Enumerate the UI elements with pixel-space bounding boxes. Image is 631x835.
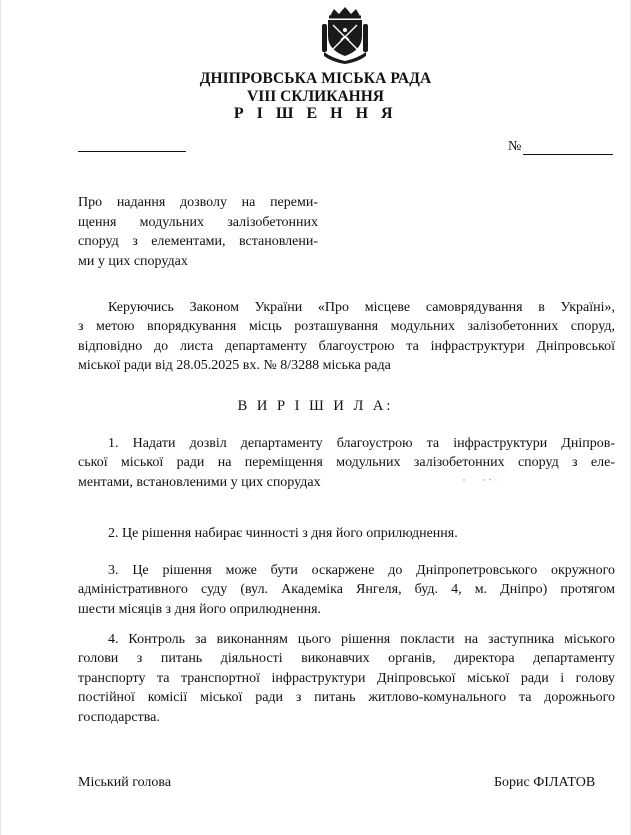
item-line: 1. Надати дозвіл департаменту благоустрою та інфраструктури Дніпров- (108, 436, 615, 451)
item-line: постійної комісії міської ради з питань житлово-комунального та дорожнього (78, 690, 615, 706)
item-line: шести місяців з дня його оприлюднення. (78, 601, 322, 617)
document-type: Р І Ш Е Н Н Я (233, 105, 398, 122)
item-line: адміністративного суду (вул. Академіка Янгеля, буд. 4, м. Дніпро) протягом (78, 582, 615, 598)
number-label: № (508, 139, 522, 154)
council-name: ДНІПРОВСЬКА МІСЬКА РАДА (199, 70, 432, 87)
preamble-paragraph (78, 298, 615, 376)
signatory-name: Борис ФІЛАТОВ (494, 775, 596, 790)
item-line: 3. Це рішення може бути оскаржене до Дніпропетровського окружного (108, 563, 615, 578)
resolved-heading: В И Р І Ш И Л А: (237, 398, 394, 414)
preamble-line: з метою впорядкування місць розташування модульних залізобетонних споруд, (78, 319, 615, 335)
number-blank-line (523, 142, 613, 155)
item-line: 4. Контроль за виконанням цього рішення покласти на заступника міського (108, 632, 615, 647)
preamble-line: Керуючись Законом України «Про місцеве самоврядування в Україні», (108, 300, 615, 315)
subject-line: ми у цих спорудах (78, 254, 188, 270)
item-line: ської міської ради на переміщення модульних залізобетонних споруд з еле- (78, 455, 615, 471)
item-1 (78, 434, 615, 492)
subject-line: Про надання дозволу на переми- (78, 195, 318, 210)
subject-line: щення модульних залізобетонних (78, 214, 318, 230)
decision-subject (78, 193, 318, 272)
preamble-line: міської ради від 28.05.2025 вх. № 8/3288 міська рада (78, 358, 391, 374)
left-border (0, 0, 1, 835)
document-number (508, 139, 613, 155)
item-line: господарства. (78, 709, 160, 725)
item-2 (78, 524, 615, 543)
date-blank-line (78, 150, 186, 152)
item-4 (78, 630, 615, 727)
item-3 (78, 561, 615, 619)
preamble-line: відповідно до листа департаменту благоустрою та інфраструктури Дніпровської (78, 338, 615, 354)
dnipro-coat-of-arms-icon (320, 6, 370, 64)
signatory-position: Міський голова (78, 775, 172, 790)
convocation: VIII СКЛИКАННЯ (247, 88, 384, 105)
subject-line: споруд з елементами, встановлени- (78, 234, 318, 250)
scan-speck (462, 478, 512, 482)
item-line: ментами, встановленими у цих спорудах (78, 474, 321, 490)
item-line: 2. Це рішення набирає чинності з дня його оприлюднення. (108, 526, 458, 541)
item-line: голови з питань діяльності виконавчих органів, директора департаменту (78, 651, 615, 667)
item-line: транспорту та транспортної інфраструктури Дніпровської міської ради і голову (78, 670, 615, 686)
